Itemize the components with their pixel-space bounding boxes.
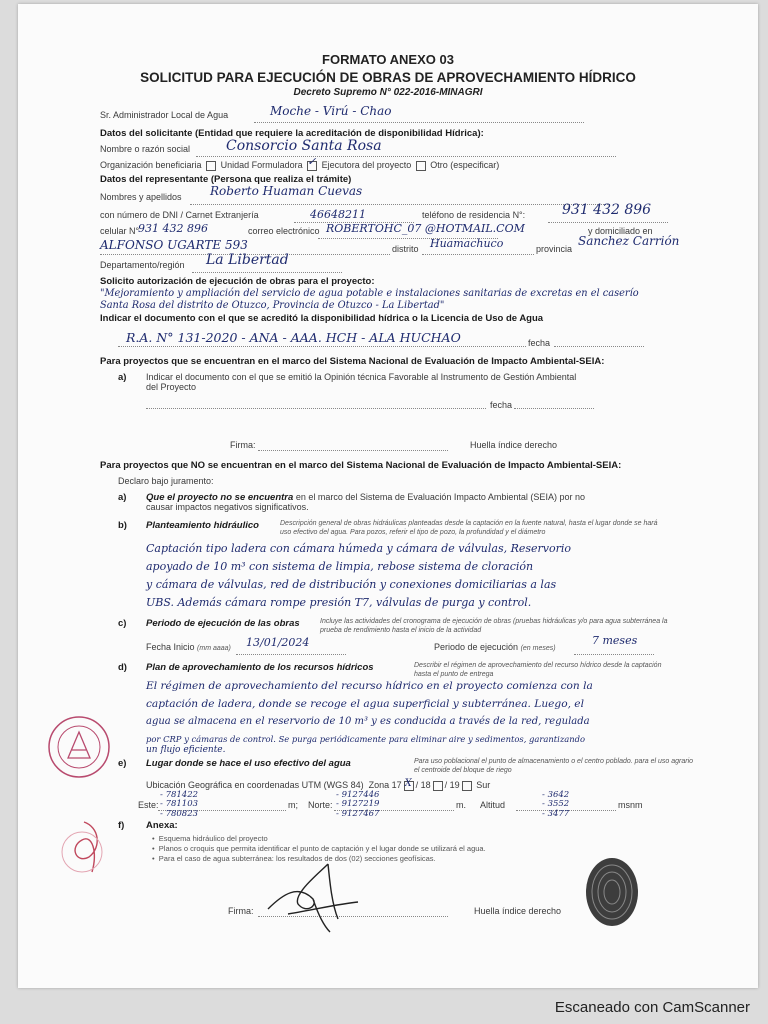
f-letter: f) <box>118 820 125 831</box>
b-letter: b) <box>118 520 127 531</box>
alt-val-1: - 3642 <box>542 790 570 800</box>
admin-label: Sr. Administrador Local de Agua <box>100 110 229 120</box>
proyecto-line1: "Mejoramiento y ampliación del servicio de agua potable e instalaciones sanitarias de excretas en el caserío <box>100 288 639 299</box>
phone-label: teléfono de residencia N°: <box>422 210 526 220</box>
license-heading: Indicar el documento con el que se acreditó la disponibilidad hídrica o la Licencia de Uso de Agua <box>100 313 544 324</box>
razon-social-label: Nombre o razón social <box>100 144 191 154</box>
este-val-1: - 781422 <box>160 790 199 800</box>
d-hw5: un flujo eficiente. <box>146 745 226 755</box>
district-label: distrito <box>392 244 419 254</box>
d-desc2: hasta el punto de entrega <box>414 671 494 678</box>
b-hw2: apoyado de 10 m³ con sistema de limpia, rebose sistema de cloración <box>146 560 534 573</box>
seia-heading: Para proyectos que se encuentran en el marco del Sistema Nacional de Evaluación de Impacto Ambiental-SEIA: <box>100 356 605 367</box>
periodo-label: Periodo de ejecución (en meses) <box>434 642 556 652</box>
d-letter: d) <box>118 662 127 673</box>
anexo-item-1: • Esquema hidráulico del proyecto <box>152 834 268 843</box>
d-hw4: por CRP y cámaras de control. Se purga periódicamente para eliminar aire y sedimentos, garantizando <box>146 734 586 744</box>
d-desc1: Describir el régimen de aprovechamiento del recurso hídrico desde la captación <box>414 662 662 669</box>
district-value: Huamachuco <box>430 237 504 250</box>
este-val-3: - 780823 <box>160 809 199 819</box>
decree-line: Decreto Supremo N° 022-2016-MINAGRI <box>293 87 483 98</box>
este-val-2: - 781103 <box>160 799 199 809</box>
ubicacion-row: Ubicación Geográfica en coordenadas UTM (WGS 84) Zona 17 X / 18 / 19 Sur <box>146 777 491 790</box>
seia-a-text2: del Proyecto <box>146 382 197 392</box>
dept-value: La Libertad <box>206 252 289 268</box>
anexo-item-2: • Planos o croquis que permita identificar el punto de captación y el lugar donde se utilizará el agua. <box>152 844 486 853</box>
norte-val-3: - 9127467 <box>336 809 380 819</box>
seia-firma-label: Firma: <box>230 440 256 450</box>
e-desc2: el centroide del bloque de riego <box>414 767 512 774</box>
license-fecha-label: fecha <box>528 338 551 348</box>
exec-checkbox <box>416 161 426 171</box>
razon-social-value: Consorcio Santa Rosa <box>226 138 382 154</box>
c-title: Periodo de ejecución de las obras <box>146 618 300 629</box>
d-hw1: El régimen de aprovechamiento del recurso hídrico en el proyecto comienza con la <box>146 680 593 692</box>
solicitante-heading: Datos del solicitante (Entidad que requiere la acreditación de disponibilidad Hídrica): <box>100 128 484 139</box>
province-value: Sanchez Carrión <box>578 234 680 248</box>
b-hw1: Captación tipo ladera con cámara húmeda y cámara de válvulas, Reservorio <box>146 542 572 555</box>
form-title: FORMATO ANEXO 03 <box>322 52 454 67</box>
document-sheet <box>18 4 758 988</box>
seia-no-a-text2: causar impactos negativos significativos. <box>146 502 309 512</box>
huella-label: Huella índice derecho <box>474 906 562 916</box>
representante-heading: Datos del representante (Persona que realiza el trámite) <box>100 174 352 185</box>
seia-huella-label: Huella índice derecho <box>470 440 558 450</box>
seia-no-a-text: Que el proyecto no se encuentra en el marco del Sistema de Evaluación Impacto Ambiental (SEIA) por no <box>146 492 585 503</box>
norte-val-2: - 9127219 <box>336 799 380 809</box>
norte-val-1: - 9127446 <box>336 790 380 800</box>
address-value: ALFONSO UGARTE 593 <box>100 238 248 252</box>
seia-no-a-letter: a) <box>118 492 127 503</box>
dept-label: Departamento/región <box>100 260 185 270</box>
alt-val-3: - 3477 <box>542 809 570 819</box>
dni-label: con número de DNI / Carnet Extranjería <box>100 210 259 220</box>
names-value: Roberto Huaman Cuevas <box>210 184 363 198</box>
fingerprint-icon <box>580 852 644 932</box>
b-hw4: UBS. Además cámara rompe presión T7, válvulas de purga y control. <box>146 596 532 609</box>
d-title: Plan de aprovechamiento de los recursos hídricos <box>146 662 374 673</box>
alt-val-2: - 3552 <box>542 799 570 809</box>
altitud-label: Altitud <box>480 800 506 810</box>
seia-fecha-label: fecha <box>490 400 513 410</box>
dni-value: 46648211 <box>310 208 366 221</box>
periodo-value: 7 meses <box>592 634 638 647</box>
este-label: Este: <box>138 800 159 810</box>
red-mark-icon <box>54 812 114 882</box>
seia-no-heading: Para proyectos que NO se encuentran en el marco del Sistema Nacional de Evaluación de Impacto Ambiental-SEIA: <box>100 460 622 471</box>
e-letter: e) <box>118 758 127 769</box>
unit-checkbox <box>307 154 317 171</box>
phone-value: 931 432 896 <box>562 202 652 218</box>
e-desc1: Para uso poblacional el punto de almacenamiento o el centro poblado. para el uso agrario <box>414 758 694 765</box>
b-hw3: y cámara de válvulas, red de distribución y conexiones domiciliarias a las <box>146 578 557 591</box>
d-hw2: captación de ladera, donde se recoge el agua superficial y subterránea. Luego, el <box>146 698 584 710</box>
cel-label: celular N° <box>100 226 140 236</box>
email-value: ROBERTOHC_07 @HOTMAIL.COM <box>326 222 525 235</box>
fecha-inicio-value: 13/01/2024 <box>246 636 310 649</box>
fecha-inicio-label: Fecha Inicio (mm aaaa) <box>146 642 231 652</box>
declaro-label: Declaro bajo juramento: <box>118 476 214 486</box>
org-row: Organización beneficiaria Unidad Formuladora ✓ Ejecutora del proyecto Otro (especificar) <box>100 154 500 170</box>
official-seal-icon <box>46 714 112 780</box>
exec-checkmark: ✓ <box>307 154 317 168</box>
province-label: provincia <box>536 244 573 254</box>
b-desc1: Descripción general de obras hidráulicas planteadas desde la captación en la fuente natural, hasta el lugar donde se hará <box>280 520 658 527</box>
f-title: Anexa: <box>146 820 178 831</box>
norte-unit: m. <box>456 800 466 810</box>
firma-label: Firma: <box>228 906 254 916</box>
b-title: Planteamiento hidráulico <box>146 520 259 531</box>
form-subtitle: SOLICITUD PARA EJECUCIÓN DE OBRAS DE APROVECHAMIENTO HÍDRICO <box>140 70 636 85</box>
admin-value: Moche - Virú - Chao <box>270 104 392 118</box>
c-letter: c) <box>118 618 127 629</box>
license-value: R.A. N° 131-2020 - ANA - AAA. HCH - ALA HUCHAO <box>126 330 461 345</box>
norte-label: Norte: <box>308 800 333 810</box>
c-desc2: prueba de rendimiento hasta el inicio de la actividad <box>320 627 482 634</box>
camscanner-watermark: Escaneado con CamScanner <box>554 999 750 1016</box>
signature-icon <box>258 854 368 934</box>
b-desc2: uso efectivo del agua. Para pozos, referir el tipo de pozo, la profundidad y el diámetro <box>280 529 546 536</box>
proyecto-line2: Santa Rosa del distrito de Otuzco, Provincia de Otuzco - La Libertad" <box>100 300 445 311</box>
este-unit: m; <box>288 800 298 810</box>
cel-value: 931 432 896 <box>138 222 208 235</box>
org-checkbox <box>206 161 216 171</box>
anexo-item-3: • Para el caso de agua subterránea: los resultados de dos (02) secciones geofísicas. <box>152 854 436 863</box>
domicile-label: y domiciliado en <box>588 226 653 236</box>
proyecto-heading: Solicito autorización de ejecución de obras para el proyecto: <box>100 276 375 287</box>
email-label: correo electrónico <box>248 226 320 236</box>
names-label: Nombres y apellidos <box>100 192 182 202</box>
e-title: Lugar donde se hace el uso efectivo del agua <box>146 758 351 769</box>
c-desc1: Incluye las actividades del cronograma de ejecución de obras (pruebas hidráulicas y/o para agua subterránea la <box>320 618 668 625</box>
seia-a-letter: a) <box>118 372 127 383</box>
d-hw3: agua se almacena en el reservorio de 10 m³ y es conducida a través de la red, regulada <box>146 716 590 727</box>
seia-a-text1: Indicar el documento con el que se emitió la Opinión técnica Favorable al Instrumento de Gestión Ambiental <box>146 372 577 382</box>
altitud-unit: msnm <box>618 800 643 810</box>
